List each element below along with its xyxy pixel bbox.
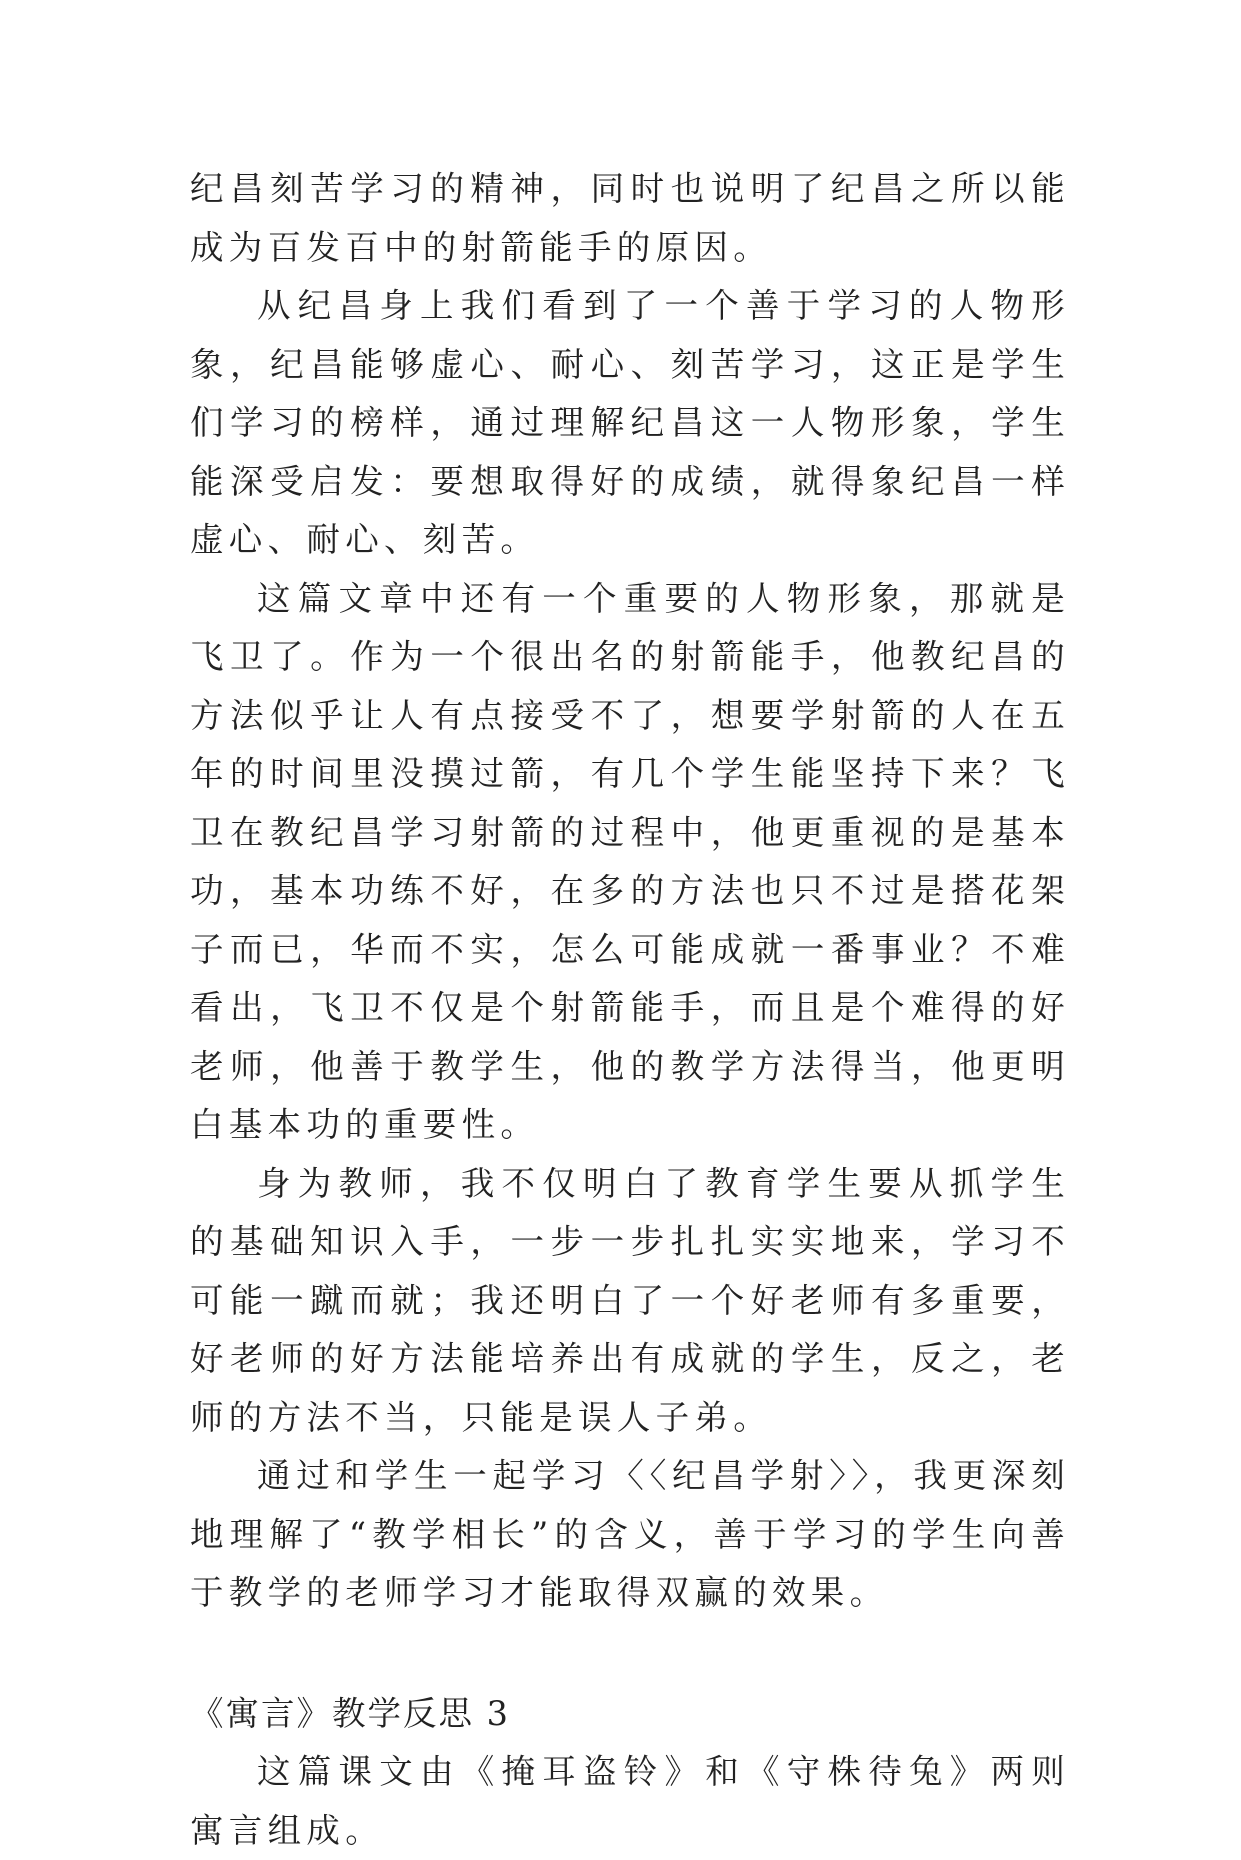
section-heading: 《寓言》教学反思 3 — [190, 1693, 510, 1733]
paragraph-conclusion: 通过和学生一起学习〈〈纪昌学射〉〉，我更深刻地理解了“教学相长”的含义，善于学习的学生向善于教学的老师学习才能取得双赢的效果。 — [190, 1456, 1070, 1612]
paragraph-teacher-reflection: 身为教师，我不仅明白了教育学生要从抓学生的基础知识入手，一步一步扎扎实实地来，学习不可能一蹴而就；我还明白了一个好老师有多重要，好老师的好方法能培养出有成就的学生，反之，老师的方法不当，只能是误人子弟。 — [190, 1163, 1070, 1437]
paragraph-fables-intro: 这篇课文由《掩耳盗铃》和《守株待兔》两则寓言组成。 — [190, 1752, 1070, 1850]
paragraph-jichang-image: 从纪昌身上我们看到了一个善于学习的人物形象，纪昌能够虚心、耐心、刻苦学习，这正是学生们学习的榜样，通过理解纪昌这一人物形象，学生能深受启发：要想取得好的成绩，就得象纪昌一样虚心、耐心、刻苦。 — [190, 286, 1070, 559]
paragraph-feiwei-image: 这篇文章中还有一个重要的人物形象，那就是飞卫了。作为一个很出名的射箭能手，他教纪昌的方法似乎让人有点接受不了，想要学射箭的人在五年的时间里没摸过箭，有几个学生能坚持下来？飞卫在教纪昌学习射箭的过程中，他更重视的是基本功，基本功练不好，在多的方法也只不过是搭花架子而已，华而不实，怎么可能成就一番事业？不难看出，飞卫不仅是个射箭能手，而且是个难得的好老师，他善于教学生，他的教学方法得当，他更明白基本功的重要性。 — [190, 578, 1070, 1144]
paragraph-continuation: 纪昌刻苦学习的精神，同时也说明了纪昌之所以能成为百发百中的射箭能手的原因。 — [190, 169, 1070, 267]
document-body — [190, 160, 1070, 1860]
